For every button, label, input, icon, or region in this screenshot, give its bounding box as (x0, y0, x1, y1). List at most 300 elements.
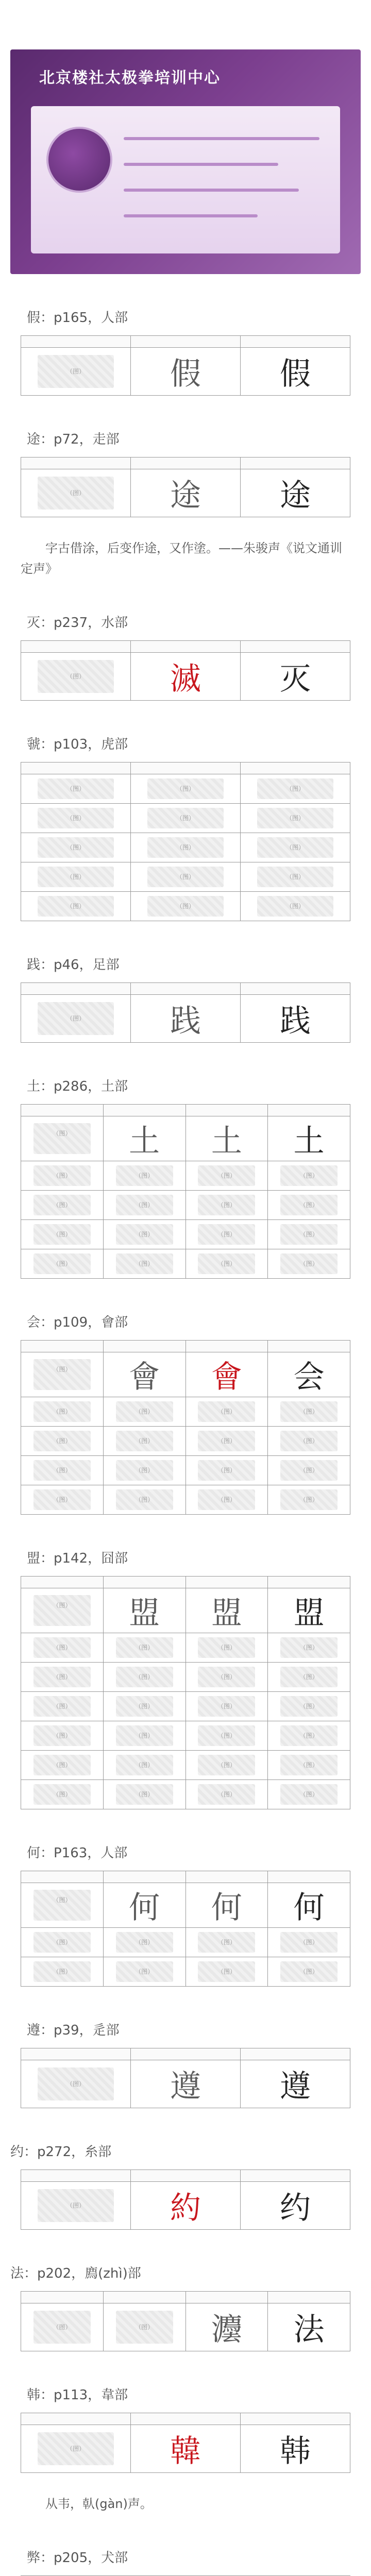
glyph-placeholder: （图） (38, 355, 114, 388)
entry-yue (0, 2141, 371, 2230)
glyph-text: 盟 (103, 1588, 185, 1633)
glyph-image (131, 804, 241, 833)
glyph-placeholder: （图） (33, 1165, 91, 1185)
table-header-row (21, 2413, 350, 2425)
entry-label: 灭：p237，水部 (27, 615, 128, 631)
table-header-cell (131, 2170, 241, 2182)
glyph-placeholder: （图） (116, 1489, 173, 1510)
glyph-image (185, 1957, 268, 1987)
glyph-placeholder: （图） (198, 1961, 255, 1981)
script-forms-table (21, 762, 350, 921)
table-header-cell (131, 457, 241, 469)
glyph-text: 会 (268, 1352, 350, 1397)
glyph-placeholder: （图） (280, 1784, 338, 1804)
table-header-cell (241, 2048, 350, 2060)
glyph-text: 土 (185, 1116, 268, 1161)
glyph-placeholder: （图） (198, 1489, 255, 1510)
table-row (21, 1957, 350, 1987)
script-forms-table (21, 1340, 350, 1515)
table-header-cell (131, 983, 241, 995)
table-row (21, 1116, 350, 1161)
glyph-text: 假 (131, 348, 241, 396)
glyph-image (268, 1249, 350, 1279)
glyph-image (21, 348, 131, 396)
glyph-image (103, 1485, 185, 1515)
glyph-image (21, 1161, 104, 1191)
table-header-row (21, 1105, 350, 1116)
glyph-placeholder: （图） (198, 1755, 255, 1775)
glyph-image (21, 1751, 104, 1780)
table-header-cell (268, 2292, 350, 2303)
glyph-placeholder: （图） (38, 837, 114, 857)
glyph-text: 土 (268, 1116, 350, 1161)
table-header-row (21, 1577, 350, 1588)
table-header-cell (241, 457, 350, 469)
glyph-image (21, 1780, 104, 1809)
glyph-placeholder: （图） (33, 1595, 91, 1626)
glyph-image (185, 1751, 268, 1780)
glyph-placeholder: （图） (116, 1784, 173, 1804)
entry-label: 会：p109，會部 (27, 1315, 128, 1330)
table-row (21, 1427, 350, 1456)
table-header-row (21, 2292, 350, 2303)
glyph-placeholder: （图） (116, 2311, 173, 2344)
glyph-image (185, 1721, 268, 1751)
table-header-cell (131, 641, 241, 653)
table-row (21, 1191, 350, 1220)
glyph-image (241, 774, 350, 804)
entry-tu2 (0, 1076, 371, 1279)
glyph-image (268, 1721, 350, 1751)
table-header-cell (241, 983, 350, 995)
glyph-image (21, 1220, 104, 1249)
glyph-placeholder: （图） (280, 1165, 338, 1185)
table-header-cell (21, 1341, 104, 1352)
glyph-image (103, 1161, 185, 1191)
entry-note: 字古借涂，后变作途，又作塗。——朱骏声《说文通训定声》 (21, 541, 342, 576)
entry-guo (0, 734, 371, 921)
table-header-cell (103, 1871, 185, 1883)
glyph-image (131, 862, 241, 892)
glyph-placeholder: （图） (198, 1725, 255, 1745)
glyph-placeholder: （图） (280, 1195, 338, 1215)
glyph-image (268, 1957, 350, 1987)
glyph-placeholder: （图） (38, 778, 114, 799)
table-header-cell (21, 762, 131, 774)
glyph-image (21, 1957, 104, 1987)
glyph-image (241, 892, 350, 921)
entry-han (0, 2384, 371, 2514)
glyph-placeholder: （图） (116, 1667, 173, 1687)
entry-label: 弊：p205，犬部 (27, 2550, 128, 2566)
glyph-image (21, 804, 131, 833)
table-header-cell (185, 2292, 268, 2303)
seal-icon (46, 127, 112, 193)
table-row (21, 1883, 350, 1928)
glyph-placeholder: （图） (280, 1460, 338, 1480)
glyph-image (21, 469, 131, 517)
glyph-placeholder: （图） (280, 1725, 338, 1745)
table-header-cell (21, 336, 131, 348)
script-forms-table (21, 2413, 350, 2473)
glyph-image (103, 1692, 185, 1721)
glyph-image (268, 1220, 350, 1249)
glyph-placeholder: （图） (33, 1195, 91, 1215)
table-header-cell (241, 336, 350, 348)
table-row (21, 1721, 350, 1751)
glyph-placeholder: （图） (198, 1431, 255, 1451)
script-forms-table (21, 1871, 350, 1987)
table-header-cell (131, 2048, 241, 2060)
glyph-image (268, 1751, 350, 1780)
glyph-placeholder: （图） (198, 1253, 255, 1274)
glyph-image (21, 833, 131, 862)
glyph-placeholder: （图） (116, 1961, 173, 1981)
glyph-image (131, 833, 241, 862)
glyph-image (185, 1663, 268, 1692)
entry-zun (0, 2020, 371, 2108)
glyph-text: 约 (241, 2182, 350, 2230)
glyph-image (131, 892, 241, 921)
glyph-image (21, 1249, 104, 1279)
table-header-cell (103, 1341, 185, 1352)
script-forms-table (21, 2291, 350, 2351)
entry-label: 虢：p103，虎部 (27, 737, 128, 752)
glyph-placeholder: （图） (116, 1253, 173, 1274)
glyph-placeholder: （图） (147, 778, 224, 799)
glyph-text: 土 (103, 1116, 185, 1161)
glyph-image (185, 1220, 268, 1249)
table-row (21, 774, 350, 804)
glyph-placeholder: （图） (280, 1696, 338, 1716)
glyph-image (103, 1780, 185, 1809)
glyph-image (185, 1249, 268, 1279)
glyph-placeholder: （图） (33, 1489, 91, 1510)
glyph-placeholder: （图） (257, 778, 333, 799)
glyph-text: 會 (185, 1352, 268, 1397)
glyph-image (268, 1161, 350, 1191)
glyph-placeholder: （图） (147, 867, 224, 887)
entry-label: 约：p272，糸部 (10, 2144, 112, 2160)
glyph-image (268, 1692, 350, 1721)
glyph-text: 何 (185, 1883, 268, 1928)
glyph-placeholder: （图） (257, 867, 333, 887)
banner-text-line (124, 189, 299, 192)
glyph-image (185, 1427, 268, 1456)
glyph-placeholder: （图） (147, 896, 224, 916)
glyph-image (21, 653, 131, 701)
glyph-text: 何 (268, 1883, 350, 1928)
glyph-placeholder: （图） (280, 1637, 338, 1657)
table-row (21, 1780, 350, 1809)
entry-label: 假：p165，人部 (27, 310, 128, 326)
glyph-image (103, 1957, 185, 1987)
table-row (21, 1397, 350, 1427)
script-forms-table (21, 1104, 350, 1279)
glyph-image (21, 1456, 104, 1485)
glyph-placeholder: （图） (280, 1253, 338, 1274)
glyph-image (103, 1220, 185, 1249)
glyph-image (268, 1191, 350, 1220)
glyph-placeholder: （图） (198, 1696, 255, 1716)
glyph-placeholder: （图） (116, 1460, 173, 1480)
entry-label: 土：p286，土部 (27, 1079, 128, 1094)
script-forms-table (21, 457, 350, 517)
glyph-placeholder: （图） (33, 1932, 91, 1952)
glyph-placeholder: （图） (198, 1195, 255, 1215)
glyph-placeholder: （图） (116, 1637, 173, 1657)
glyph-image (21, 1692, 104, 1721)
glyph-placeholder: （图） (33, 1359, 91, 1390)
script-forms-table (21, 982, 350, 1043)
table-row (21, 833, 350, 862)
table-row (21, 2060, 350, 2108)
glyph-placeholder: （图） (33, 1253, 91, 1274)
glyph-image (21, 1191, 104, 1220)
table-row (21, 862, 350, 892)
table-header-cell (21, 641, 131, 653)
glyph-image (241, 804, 350, 833)
table-header-row (21, 762, 350, 774)
glyph-placeholder: （图） (38, 660, 114, 693)
table-row (21, 1633, 350, 1663)
glyph-image (185, 1692, 268, 1721)
glyph-placeholder: （图） (280, 1489, 338, 1510)
glyph-image (103, 1633, 185, 1663)
table-row (21, 1485, 350, 1515)
glyph-placeholder: （图） (33, 1667, 91, 1687)
banner-text-line (124, 214, 258, 217)
entry-list (0, 307, 371, 2576)
glyph-text: 践 (131, 995, 241, 1043)
table-row (21, 1588, 350, 1633)
entry-jian (0, 954, 371, 1043)
glyph-placeholder: （图） (33, 1961, 91, 1981)
glyph-placeholder: （图） (33, 1401, 91, 1421)
entry-label: 途：p72，走部 (27, 432, 120, 447)
glyph-placeholder: （图） (38, 808, 114, 828)
glyph-text: 何 (103, 1883, 185, 1928)
glyph-image (185, 1161, 268, 1191)
glyph-text: 遵 (131, 2060, 241, 2108)
glyph-image (185, 1485, 268, 1515)
table-header-cell (268, 1577, 350, 1588)
banner-title: 北京楼社太极拳培训中心 (39, 69, 221, 87)
glyph-image (103, 1721, 185, 1751)
entry-hui (0, 1312, 371, 1515)
glyph-placeholder: （图） (116, 1401, 173, 1421)
glyph-image (103, 1751, 185, 1780)
glyph-text: 韓 (131, 2425, 241, 2473)
table-row (21, 1352, 350, 1397)
glyph-image (185, 1633, 268, 1663)
glyph-placeholder: （图） (33, 1755, 91, 1775)
glyph-image (268, 1633, 350, 1663)
table-header-cell (21, 2048, 131, 2060)
table-header-cell (241, 2170, 350, 2182)
entry-label: 韩：p113，韋部 (27, 2387, 128, 2403)
glyph-image (21, 1485, 104, 1515)
table-header-row (21, 983, 350, 995)
glyph-placeholder: （图） (38, 896, 114, 916)
glyph-image (185, 1780, 268, 1809)
entry-label: 法：p202，廌(zhì)部 (10, 2266, 141, 2281)
glyph-image (268, 1427, 350, 1456)
glyph-image (103, 1456, 185, 1485)
glyph-placeholder: （图） (198, 1932, 255, 1952)
glyph-placeholder: （图） (38, 2067, 114, 2100)
entry-label: 盟：p142，囧部 (27, 1551, 128, 1566)
glyph-image (185, 1397, 268, 1427)
glyph-placeholder: （图） (198, 1667, 255, 1687)
table-row (21, 653, 350, 701)
table-header-cell (241, 762, 350, 774)
glyph-placeholder: （图） (116, 1224, 173, 1244)
glyph-placeholder: （图） (33, 1224, 91, 1244)
glyph-image (185, 1191, 268, 1220)
table-row (21, 1161, 350, 1191)
script-forms-table (21, 335, 350, 396)
glyph-placeholder: （图） (116, 1725, 173, 1745)
table-header-cell (241, 2413, 350, 2425)
table-row (21, 1249, 350, 1279)
glyph-placeholder: （图） (38, 477, 114, 510)
glyph-placeholder: （图） (33, 1890, 91, 1921)
glyph-image (103, 1397, 185, 1427)
table-header-cell (185, 1871, 268, 1883)
glyph-placeholder: （图） (280, 1755, 338, 1775)
table-row (21, 1692, 350, 1721)
table-header-cell (131, 336, 241, 348)
script-forms-table (21, 1576, 350, 1809)
table-header-row (21, 1871, 350, 1883)
glyph-placeholder: （图） (33, 1696, 91, 1716)
table-header-cell (103, 1577, 185, 1588)
glyph-text: 滅 (131, 653, 241, 701)
glyph-text: 灭 (241, 653, 350, 701)
glyph-placeholder: （图） (198, 1224, 255, 1244)
table-header-cell (185, 1341, 268, 1352)
glyph-placeholder: （图） (33, 2311, 91, 2344)
glyph-image (241, 833, 350, 862)
glyph-placeholder: （图） (38, 2432, 114, 2465)
glyph-placeholder: （图） (116, 1696, 173, 1716)
glyph-placeholder: （图） (38, 867, 114, 887)
glyph-text: 約 (131, 2182, 241, 2230)
entry-meng (0, 1548, 371, 1809)
table-header-row (21, 336, 350, 348)
glyph-image (103, 1191, 185, 1220)
glyph-placeholder: （图） (116, 1932, 173, 1952)
entry-label: 践：p46，足部 (27, 957, 120, 973)
entry-label: 遵：p39，辵部 (27, 2023, 120, 2038)
table-header-cell (21, 2413, 131, 2425)
glyph-image (21, 1588, 104, 1633)
glyph-image (21, 1633, 104, 1663)
glyph-placeholder: （图） (198, 1784, 255, 1804)
glyph-placeholder: （图） (257, 808, 333, 828)
table-header-cell (185, 1105, 268, 1116)
table-header-cell (241, 641, 350, 653)
table-row (21, 995, 350, 1043)
glyph-image (103, 1663, 185, 1692)
glyph-placeholder: （图） (33, 1123, 91, 1154)
glyph-placeholder: （图） (257, 896, 333, 916)
table-header-row (21, 641, 350, 653)
glyph-image (21, 2060, 131, 2108)
table-header-cell (21, 983, 131, 995)
glyph-text: 韩 (241, 2425, 350, 2473)
entry-mie (0, 612, 371, 701)
glyph-placeholder: （图） (33, 1431, 91, 1451)
glyph-image (268, 1780, 350, 1809)
table-header-row (21, 457, 350, 469)
glyph-image (268, 1485, 350, 1515)
glyph-placeholder: （图） (147, 808, 224, 828)
table-row (21, 1751, 350, 1780)
glyph-image (185, 1456, 268, 1485)
table-header-cell (21, 457, 131, 469)
glyph-image (21, 862, 131, 892)
entry-he (0, 1842, 371, 1987)
glyph-image (21, 1883, 104, 1928)
glyph-placeholder: （图） (198, 1637, 255, 1657)
glyph-text: 途 (131, 469, 241, 517)
glyph-placeholder: （图） (280, 1932, 338, 1952)
glyph-image (21, 892, 131, 921)
script-forms-table (21, 640, 350, 701)
glyph-placeholder: （图） (280, 1431, 338, 1451)
table-header-cell (268, 1105, 350, 1116)
glyph-text: 灋 (185, 2303, 268, 2351)
glyph-image (268, 1456, 350, 1485)
table-header-cell (21, 2170, 131, 2182)
glyph-image (241, 862, 350, 892)
table-row (21, 2303, 350, 2351)
glyph-placeholder: （图） (198, 1165, 255, 1185)
entry-bi (0, 2547, 371, 2576)
banner-text-line (124, 163, 278, 166)
table-header-row (21, 2170, 350, 2182)
glyph-image (21, 1427, 104, 1456)
glyph-placeholder: （图） (280, 1667, 338, 1687)
table-header-cell (268, 1341, 350, 1352)
glyph-placeholder: （图） (198, 1401, 255, 1421)
table-header-row (21, 2048, 350, 2060)
glyph-text: 遵 (241, 2060, 350, 2108)
glyph-placeholder: （图） (116, 1195, 173, 1215)
table-header-cell (21, 1577, 104, 1588)
table-header-cell (268, 1871, 350, 1883)
script-forms-table (21, 2170, 350, 2230)
table-header-cell (131, 762, 241, 774)
glyph-placeholder: （图） (116, 1431, 173, 1451)
glyph-placeholder: （图） (33, 1460, 91, 1480)
table-row (21, 2182, 350, 2230)
glyph-text: 法 (268, 2303, 350, 2351)
glyph-image (268, 1663, 350, 1692)
glyph-image (21, 2425, 131, 2473)
glyph-text: 盟 (268, 1588, 350, 1633)
entry-fa (0, 2263, 371, 2351)
table-row (21, 804, 350, 833)
glyph-image (268, 1397, 350, 1427)
glyph-image (103, 1427, 185, 1456)
glyph-placeholder: （图） (38, 2189, 114, 2222)
glyph-image (103, 1249, 185, 1279)
glyph-placeholder: （图） (280, 1401, 338, 1421)
glyph-placeholder: （图） (280, 1961, 338, 1981)
